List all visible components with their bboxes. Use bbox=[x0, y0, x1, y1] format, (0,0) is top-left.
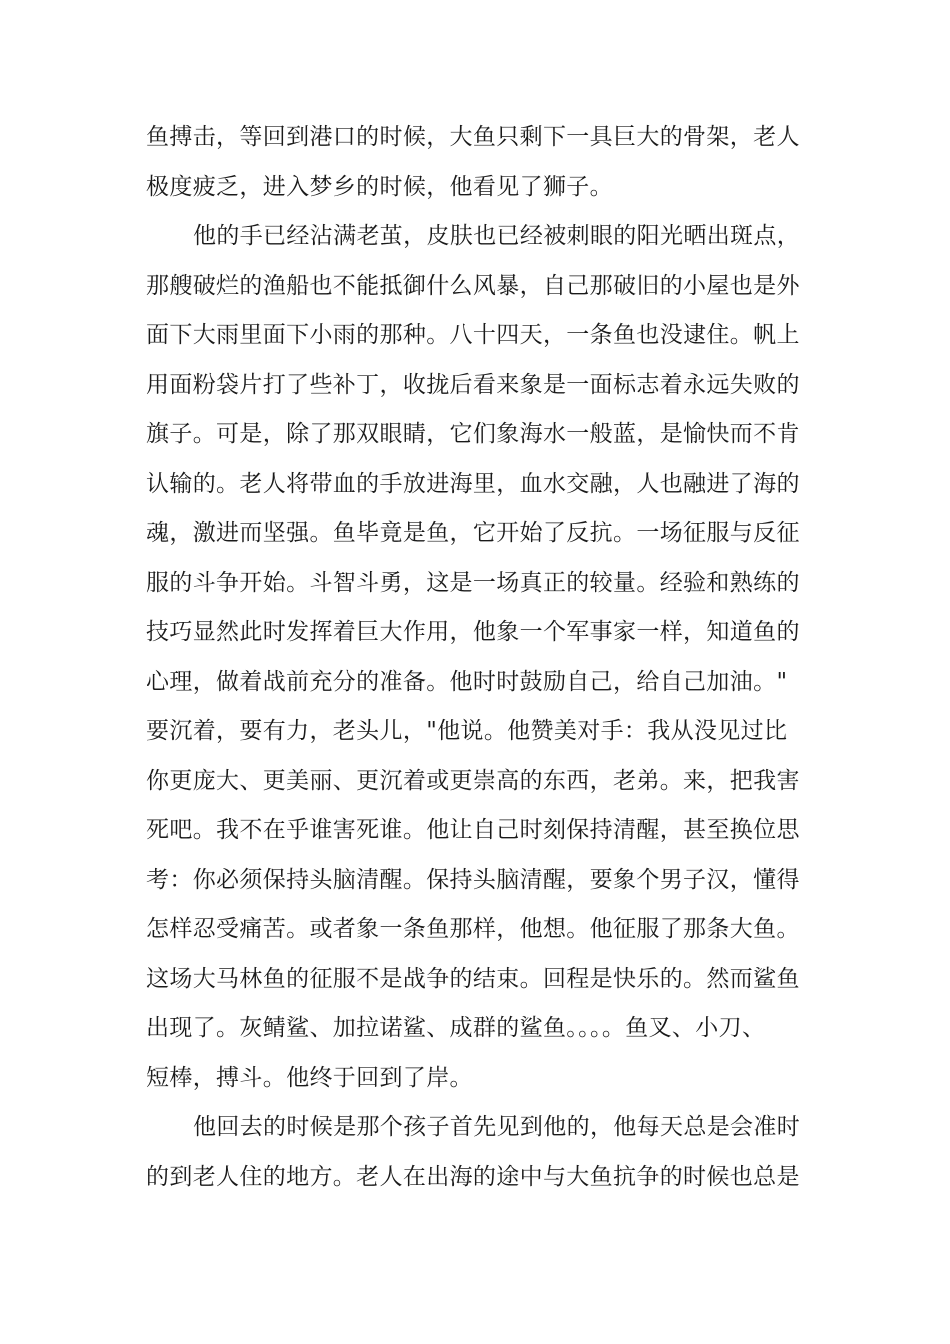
text-line-17: 怎样忍受痛苦。或者象一条鱼那样，他想。他征服了那条大鱼。 bbox=[146, 916, 800, 942]
text-line-19: 出现了。灰鲭鲨、加拉诺鲨、成群的鲨鱼。。。。鱼叉、小刀、 bbox=[146, 1015, 766, 1041]
text-line-2: 极度疲乏，进入梦乡的时候，他看见了狮子。 bbox=[146, 173, 613, 200]
text-line-7: 旗子。可是，除了那双眼睛，它们象海水一般蓝，是愉快而不肯 bbox=[146, 421, 800, 447]
text-line-20: 短棒，搏斗。他终于回到了岸。 bbox=[146, 1064, 473, 1091]
text-line-15: 死吧。我不在乎谁害死谁。他让自己时刻保持清醒，甚至换位思 bbox=[146, 817, 800, 843]
text-line-21-paragraph-start: 他回去的时候是那个孩子首先见到他的，他每天总是会准时 bbox=[193, 1114, 801, 1140]
text-line-6: 用面粉袋片打了些补丁，收拢后看来象是一面标志着永远失败的 bbox=[146, 371, 800, 398]
text-line-8: 认输的。老人将带血的手放进海里，血水交融，人也融进了海的 bbox=[146, 470, 800, 497]
text-line-18: 这场大马林鱼的征服不是战争的结束。回程是快乐的。然而鲨鱼 bbox=[146, 965, 800, 992]
text-line-22: 的到老人住的地方。老人在出海的途中与大鱼抗争的时候也总是 bbox=[146, 1163, 800, 1190]
text-line-9: 魂，激进而坚强。鱼毕竟是鱼，它开始了反抗。一场征服与反征 bbox=[146, 520, 800, 546]
text-line-1: 鱼搏击，等回到港口的时候，大鱼只剩下一具巨大的骨架，老人 bbox=[146, 124, 800, 150]
text-line-13: 要沉着，要有力，老头儿，"他说。他赞美对手：我从没见过比 bbox=[146, 718, 788, 744]
text-line-3-paragraph-start: 他的手已经沾满老茧，皮肤也已经被刺眼的阳光晒出斑点， bbox=[193, 223, 801, 249]
document-body-text bbox=[146, 113, 809, 1202]
text-line-14: 你更庞大、更美丽、更沉着或更崇高的东西，老弟。来，把我害 bbox=[146, 767, 800, 794]
text-line-4: 那艘破烂的渔船也不能抵御什么风暴，自己那破旧的小屋也是外 bbox=[146, 272, 800, 299]
text-line-11: 技巧显然此时发挥着巨大作用，他象一个军事家一样，知道鱼的 bbox=[146, 619, 800, 645]
text-line-16: 考：你必须保持头脑清醒。保持头脑清醒，要象个男子汉，懂得 bbox=[146, 866, 800, 893]
text-line-12: 心理，做着战前充分的准备。他时时鼓励自己，给自己加油。" bbox=[146, 668, 788, 695]
text-line-5: 面下大雨里面下小雨的那种。八十四天，一条鱼也没逮住。帆上 bbox=[146, 322, 800, 348]
text-line-10: 服的斗争开始。斗智斗勇，这是一场真正的较量。经验和熟练的 bbox=[146, 569, 800, 596]
